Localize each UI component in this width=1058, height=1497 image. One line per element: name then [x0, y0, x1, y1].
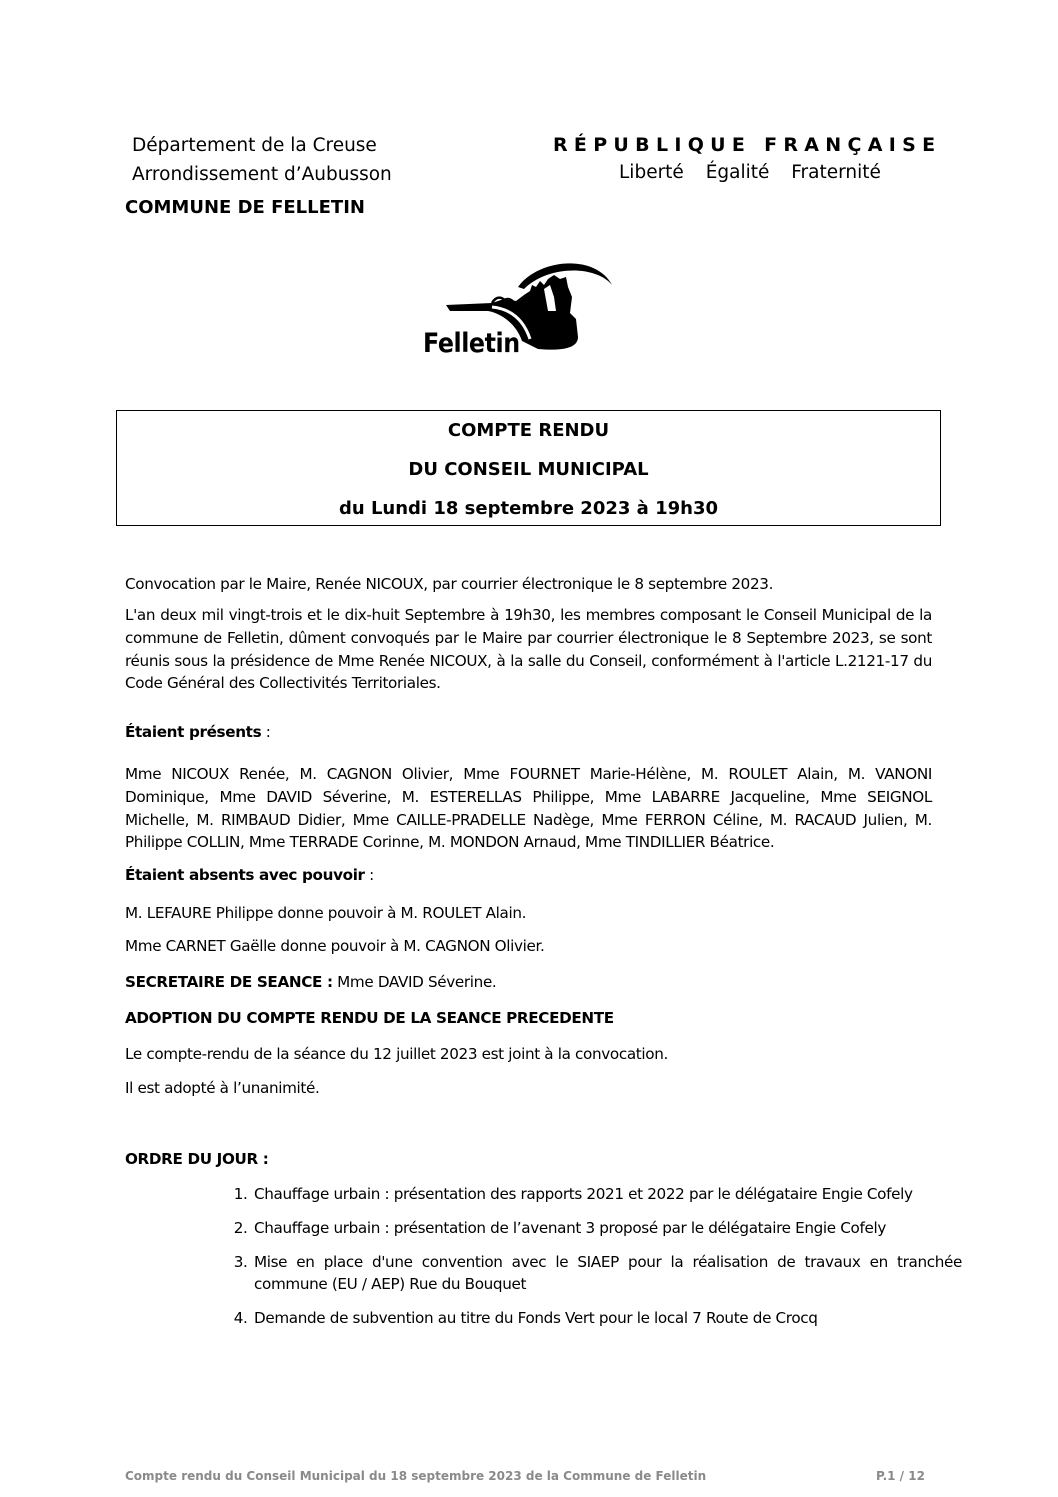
title-line-2: DU CONSEIL MUNICIPAL [408, 459, 649, 480]
agenda-item: 1. Chauffage urbain : présentation des rapports 2021 et 2022 par le délégataire Engie Cofely [252, 1183, 962, 1206]
footer-text: Compte rendu du Conseil Municipal du 18 septembre 2023 de la Commune de Felletin [125, 1469, 707, 1483]
pouvoir-1: M. LEFAURE Philippe donne pouvoir à M. ROULET Alain. [125, 904, 527, 922]
absents-label: Étaient absents avec pouvoir [125, 866, 365, 884]
footer-page-number: P.1 / 12 [876, 1469, 925, 1483]
pouvoir-2: Mme CARNET Gaëlle donne pouvoir à M. CAGNON Olivier. [125, 937, 545, 955]
agenda-item: 2. Chauffage urbain : présentation de l’avenant 3 proposé par le délégataire Engie Cofely [252, 1217, 962, 1240]
logo-wordmark: Felletin [423, 328, 520, 359]
secretaire-value: Mme DAVID Séverine. [332, 973, 497, 991]
agenda-list [222, 1183, 962, 1341]
presents-heading [125, 721, 932, 744]
arrondissement-label: Arrondissement d’Aubusson [132, 164, 392, 185]
republique-label: RÉPUBLIQUE FRANÇAISE [553, 134, 942, 156]
title-box [116, 410, 941, 526]
agenda-item: 3. Mise en place d'une convention avec le SIAEP pour la réalisation de travaux en tranchée commune (EU / AEP) Rue du Bouquet [252, 1251, 962, 1297]
devise-label: Liberté Égalité Fraternité [619, 162, 881, 183]
adoption-heading: ADOPTION DU COMPTE RENDU DE LA SEANCE PRECEDENTE [125, 1009, 614, 1027]
adoption-text-2: Il est adopté à l’unanimité. [125, 1079, 320, 1097]
convocation-paragraph: Convocation par le Maire, Renée NICOUX, par courrier électronique le 8 septembre 2023. [125, 575, 774, 593]
agenda-item: 4. Demande de subvention au titre du Fonds Vert pour le local 7 Route de Crocq [252, 1307, 962, 1330]
secretaire-line [125, 971, 932, 994]
title-line-3: du Lundi 18 septembre 2023 à 19h30 [338, 498, 718, 519]
felletin-logo [420, 255, 620, 365]
preambule-paragraph: L'an deux mil vingt-trois et le dix-huit Septembre à 19h30, les membres composant le Conseil Municipal de la commune de Felletin, dûment convoqués par le Maire par courrier électronique le 8 Septembre 2023, se sont réunis sous la présidence de Mme Renée NICOUX, à la salle du Conseil, conformément à l'article L.2121-17 du Code Général des Collectivités Territoriales. [125, 606, 932, 693]
ordre-du-jour-heading: ORDRE DU JOUR : [125, 1150, 269, 1168]
secretaire-label: SECRETAIRE DE SEANCE : [125, 973, 333, 991]
presents-suffix: : [261, 723, 271, 741]
presents-list: Mme NICOUX Renée, M. CAGNON Olivier, Mme FOURNET Marie-Hélène, M. ROULET Alain, M. VANONI Dominique, Mme DAVID Séverine, M. ESTERELLAS Philippe, Mme LABARRE Jacqueline, Mme SEIGNOL Michelle, M. RIMBAUD Didier, Mme CAILLE-PRADELLE Nadège, Mme FERRON Céline, M. RACAUD Julien, M. Philippe COLLIN, Mme TERRADE Corinne, M. MONDON Arnaud, Mme TINDILLIER Béatrice. [125, 765, 932, 852]
departement-label: Département de la Creuse [132, 135, 377, 156]
adoption-text-1: Le compte-rendu de la séance du 12 juillet 2023 est joint à la convocation. [125, 1045, 668, 1063]
presents-label: Étaient présents [125, 723, 262, 741]
absents-suffix: : [364, 866, 374, 884]
commune-label: COMMUNE DE FELLETIN [125, 197, 365, 218]
absents-heading [125, 864, 932, 887]
title-line-1: COMPTE RENDU [447, 420, 610, 441]
